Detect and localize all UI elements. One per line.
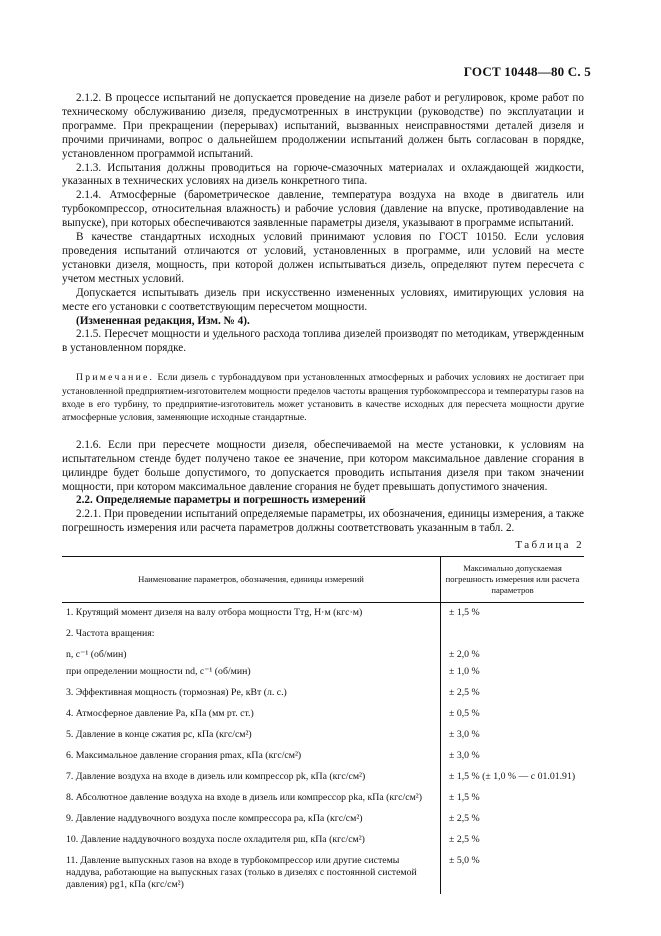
param-error: ± 0,5 % — [449, 708, 480, 720]
param-name: 10. Давление наддувочного воздуха после охладителя pш, кПа (кгс/см²) — [62, 828, 441, 849]
table-row — [62, 744, 584, 765]
table-row — [62, 664, 584, 681]
table-row — [62, 786, 584, 807]
table-row — [62, 828, 584, 849]
param-name: 7. Давление воздуха на входе в дизель или компрессор pk, кПа (кгс/см²) — [62, 765, 441, 786]
paragraph-standard-conditions: В качестве стандартных исходных условий принимают условия по ГОСТ 10150. Если условия проведения испытаний отличаются от условий, установленных в программе, или условий на месте установки дизеля, мощность, при которой должен испытываться дизель, определяют путем пересчета с учетом местных условий. — [62, 231, 584, 285]
table-header-name: Наименование параметров, обозначения, единицы измерений — [62, 557, 441, 603]
param-error: ± 1,0 % — [449, 666, 480, 678]
table-row — [62, 849, 584, 894]
param-name: 5. Давление в конце сжатия pc, кПа (кгс/см²) — [62, 723, 441, 744]
param-name: 8. Абсолютное давление воздуха на входе в дизель или компрессор pka, кПа (кгс/см²) — [62, 786, 441, 807]
table-row — [62, 723, 584, 744]
param-name: при определении мощности nd, с⁻¹ (об/мин) — [62, 664, 441, 681]
table-header-error: Максимально допускаемая погрешность измерения или расчета параметров — [441, 557, 585, 603]
param-name: 2. Частота вращения: — [62, 622, 441, 643]
page-content — [62, 92, 584, 894]
edition-note: (Измененная редакция, Изм. № 4). — [76, 314, 250, 327]
section-heading-2-2: 2.2. Определяемые параметры и погрешность измерений — [76, 494, 366, 507]
param-error: ± 2,5 % — [449, 813, 480, 825]
table-row — [62, 702, 584, 723]
paragraph-2-1-6: 2.1.6. Если при пересчете мощности дизеля, обеспечиваемой на месте установки, к условиям на испытательном стенде будет получено такое ее значение, при котором максимальное давление сгорания в цилиндре будет больше допустимого, то допускается проводить испытания дизеля при таком значении мощности, при котором максимальное давление сгорания не будет превышать допустимого значения. — [62, 438, 584, 493]
param-name: 11. Давление выпускных газов на входе в турбокомпрессор или другие системы наддува, работающие на выпускных газах (только в дизелях с постоянной системой давления) pg1, кПа (кгс/см²) — [62, 849, 441, 894]
table-row — [62, 765, 584, 786]
param-name: 9. Давление наддувочного воздуха после компрессора pa, кПа (кгс/см²) — [62, 807, 441, 828]
table-row — [62, 603, 584, 623]
param-error: ± 2,5 % — [449, 687, 480, 699]
param-error: ± 3,0 % — [449, 729, 480, 741]
param-error: ± 1,5 % — [449, 792, 480, 804]
note-label: Примечание. — [76, 372, 155, 384]
note — [62, 371, 584, 425]
param-error: ± 1,5 % (± 1,0 % — с 01.01.91) — [449, 771, 576, 783]
param-error: ± 2,0 % — [449, 649, 480, 661]
param-name: 6. Максимальное давление сгорания pmax, кПа (кгс/см²) — [62, 744, 441, 765]
param-error: ± 2,5 % — [449, 834, 480, 846]
table-row — [62, 807, 584, 828]
paragraph-2-1-5: 2.1.5. Пересчет мощности и удельного расхода топлива дизелей производят по методикам, утвержденным в установленном порядке. — [62, 328, 584, 355]
note-text: Если дизель с турбонаддувом при установленных атмосферных и рабочих условиях не достигает при установленной предприятием-изготовителем мощности пределов частоты вращения турбокомпрессора и температуры газов на входе в его турбину, то предприятие-изготовитель может установить в качестве исходных для пересчета мощности другие атмосферные условия, заменяющие исходные стандартные. — [62, 372, 584, 424]
param-error: ± 1,5 % — [449, 607, 480, 619]
paragraph-2-1-3: 2.1.3. Испытания должны проводиться на горюче-смазочных материалах и охлаждающей жидкости, указанных в технических условиях на дизель конкретного типа. — [62, 161, 584, 188]
table-row — [62, 681, 584, 702]
paragraph-artificial-conditions: Допускается испытывать дизель при искусственно измененных условиях, имитирующих условия на месте его установки с соответствующим пересчетом мощности. — [62, 286, 584, 313]
param-error: ± 3,0 % — [449, 750, 480, 762]
param-name: 1. Крутящий момент дизеля на валу отбора мощности Tтg, Н·м (кгс·м) — [62, 603, 441, 623]
page-header: ГОСТ 10448—80 С. 5 — [463, 64, 591, 79]
table-title: Таблица 2 — [515, 539, 584, 552]
param-name: 4. Атмосферное давление Pa, кПа (мм рт. ст.) — [62, 702, 441, 723]
param-name: 3. Эффективная мощность (тормозная) Pe, кВт (л. с.) — [62, 681, 441, 702]
table-row — [62, 622, 584, 643]
paragraph-2-2-1: 2.2.1. При проведении испытаний определяемые параметры, их обозначения, единицы измерения, а также погрешность измерения или расчета параметров должны соответствовать указанным в табл. 2. — [62, 508, 584, 535]
param-error: ± 5,0 % — [449, 855, 480, 867]
param-name: n, с⁻¹ (об/мин) — [62, 643, 441, 664]
paragraph-2-1-2: 2.1.2. В процессе испытаний не допускается проведение на дизеле работ и регулировок, кроме работ по техническому обслуживанию дизеля, предусмотренных в инструкции (руководстве) по эксплуатации и программе. При прекращении (перерывах) испытаний, вызванных неисправностями деталей дизеля и прочими причинами, вопрос о дальнейшем продолжении испытаний должен быть согласован в порядке, установленном программой испытаний. — [62, 92, 584, 160]
paragraph-2-1-4: 2.1.4. Атмосферные (барометрическое давление, температура воздуха на входе в двигатель или турбокомпрессор, относительная влажность) и рабочие условия (давление на впуске, противодавление на выпуске), при которых обеспечиваются заявленные параметры дизеля, указывают в программе испытаний. — [62, 189, 584, 230]
parameters-table — [62, 556, 584, 894]
param-error — [441, 622, 585, 643]
table-row — [62, 643, 584, 664]
